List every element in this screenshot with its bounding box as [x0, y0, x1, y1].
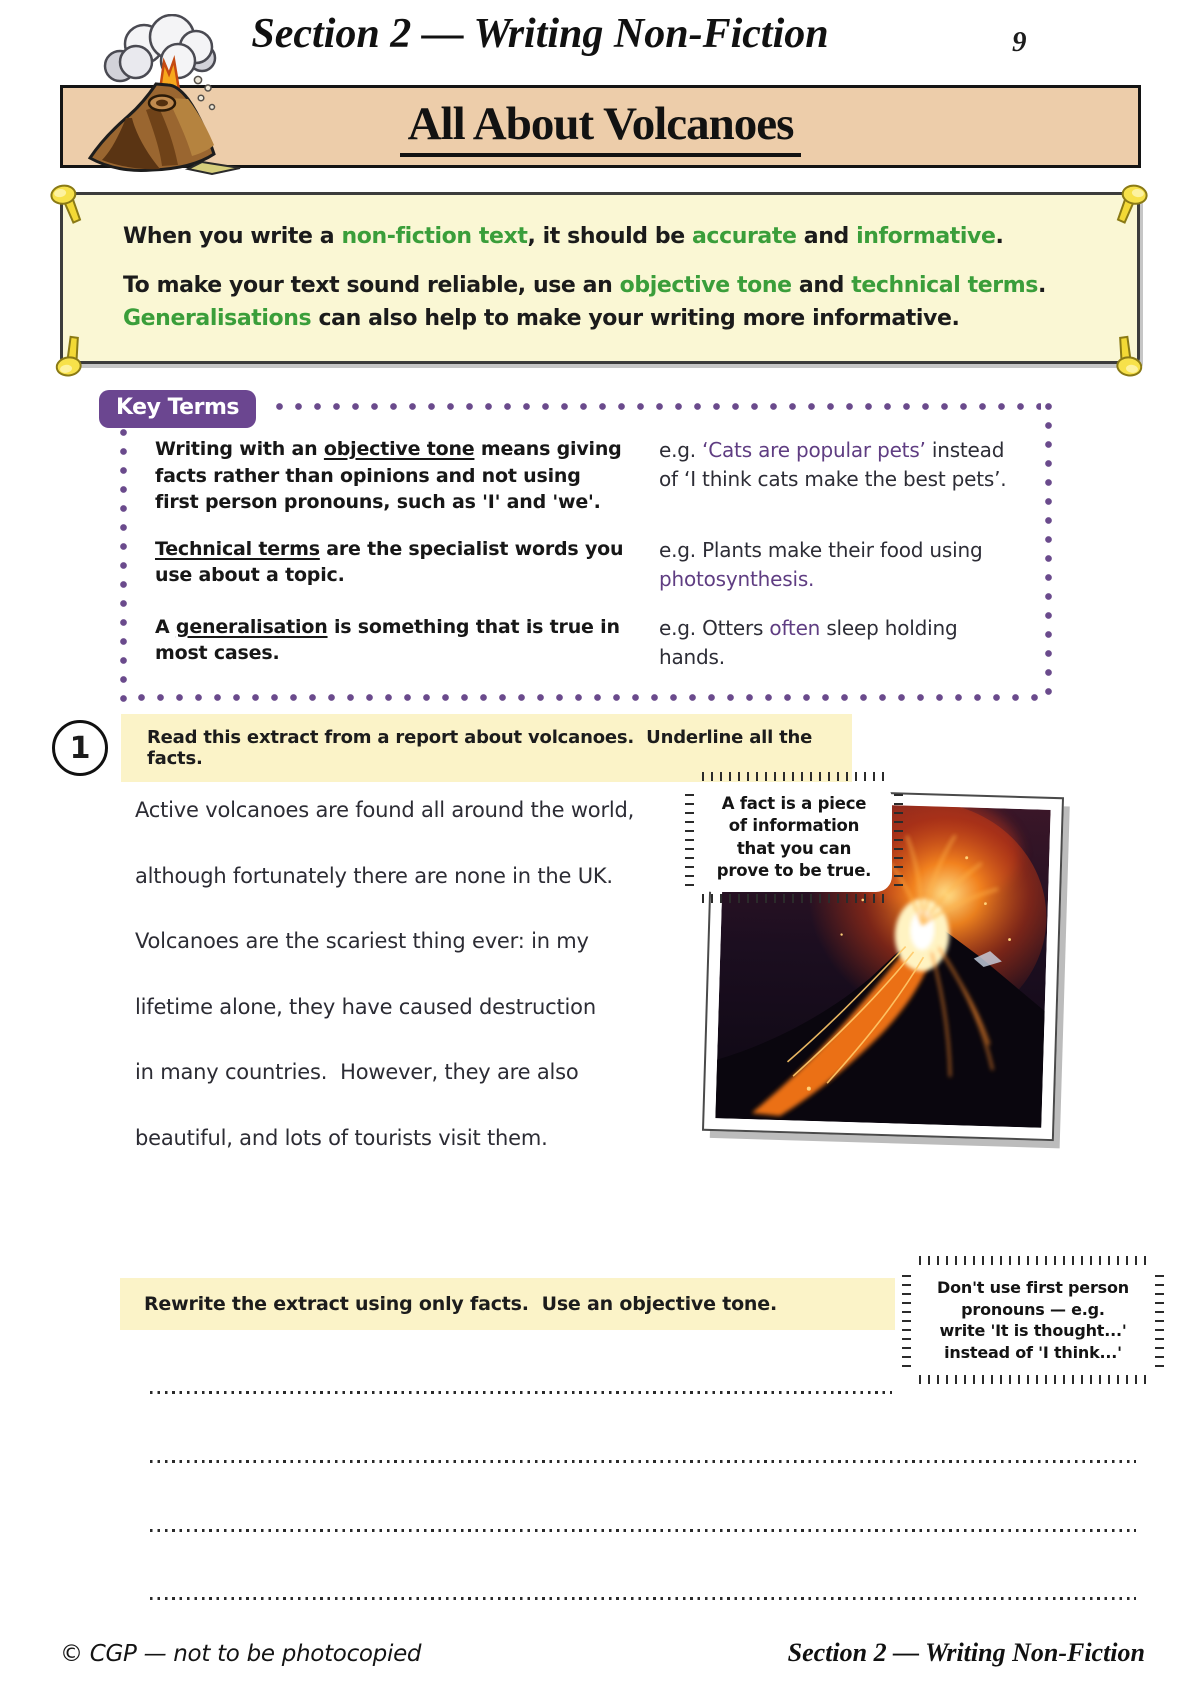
- volcano-cartoon-icon: [50, 14, 262, 186]
- fact-tip-line: A fact is a piece: [721, 794, 867, 813]
- fact-tip-line: of information: [728, 816, 860, 836]
- pronoun-tip-callout: [902, 1256, 1164, 1384]
- fact-callout: [685, 772, 903, 903]
- extract-line: lifetime alone, they have caused destruction: [135, 994, 596, 1019]
- pronoun-tip-line: Don't use first person: [937, 1278, 1129, 1297]
- pin-icon: [44, 178, 95, 234]
- dotted-border-bottom: [137, 693, 1041, 702]
- extract-line: although fortunately there are none in the UK.: [135, 863, 613, 888]
- fact-tip-line: that you can: [736, 838, 852, 858]
- term-definition: Writing with an objective tone means giving facts rather than opinions and not using first person pronouns, such as 'I' and 'we'.: [155, 438, 622, 514]
- extract-line: Active volcanoes are found all around the world,: [135, 798, 635, 822]
- term-definition: Technical terms are the specialist words you use about a topic.: [155, 537, 624, 587]
- answer-line: [150, 1391, 892, 1394]
- question-prompt: Read this extract from a report about volcanoes. Underline all the facts.: [121, 714, 852, 782]
- term-example: e.g. Otters often sleep holding hands.: [659, 615, 958, 669]
- pronoun-tip-line: write 'It is thought...': [939, 1321, 1127, 1341]
- footer-section-label: Section 2 — Writing Non-Fiction: [787, 1638, 1145, 1667]
- header-section-title: Section 2 — Writing Non-Fiction: [251, 11, 829, 57]
- rewrite-prompt: Rewrite the extract using only facts. Use an objective tone.: [120, 1278, 895, 1330]
- pin-icon: [1104, 178, 1155, 234]
- dotted-border-top: [275, 402, 1041, 411]
- key-terms-label: Key Terms: [99, 390, 256, 428]
- note-line-2: To make your text sound reliable, use an objective tone and technical terms. Generalisations can also help to make your writing more informative.: [123, 273, 1046, 331]
- answer-line: [150, 1460, 1136, 1463]
- term-example: e.g. ‘Cats are popular pets’ instead of ‘I think cats make the best pets’.: [659, 438, 1007, 491]
- extract-line: beautiful, and lots of tourists visit them.: [135, 1125, 548, 1150]
- extract-text: [135, 778, 1145, 1182]
- footer-copyright: © CGP — not to be photocopied: [60, 1641, 422, 1667]
- fact-tip-line: prove to be true.: [716, 860, 872, 880]
- page-number: 9: [1012, 26, 1027, 58]
- pronoun-tip-line: instead of 'I think...': [944, 1342, 1122, 1362]
- term-definition: A generalisation is something that is true in most cases.: [155, 615, 620, 665]
- term-example: e.g. Plants make their food using photosynthesis.: [659, 537, 983, 591]
- dotted-border-left: [119, 428, 128, 702]
- note-line-1: When you write a non-fiction text, it should be accurate and informative.: [123, 224, 1004, 249]
- question-number-badge: 1: [52, 720, 108, 776]
- pin-icon: [46, 326, 97, 382]
- extract-line: Volcanoes are the scariest thing ever: in my: [135, 929, 589, 953]
- pin-icon: [1102, 326, 1153, 382]
- pronoun-tip-line: pronouns — e.g.: [961, 1299, 1105, 1319]
- dotted-border-right: [1044, 402, 1053, 702]
- key-terms-box: [116, 395, 1033, 694]
- pinned-note: [60, 192, 1140, 364]
- answer-line: [150, 1529, 1136, 1532]
- answer-line: [150, 1597, 1136, 1600]
- page-title: All About Volcanoes: [400, 97, 802, 157]
- extract-line: in many countries. However, they are also: [135, 1060, 579, 1084]
